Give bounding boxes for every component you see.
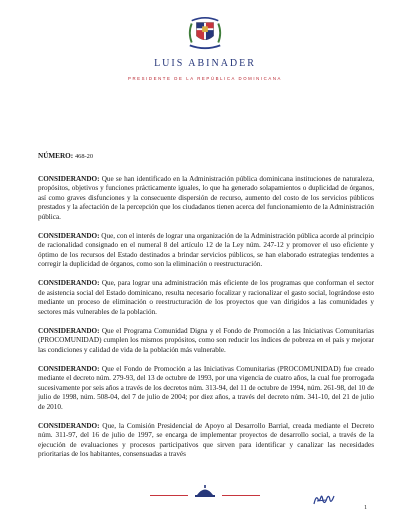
considerando-keyword: CONSIDERANDO: bbox=[38, 364, 100, 373]
decree-number bbox=[38, 152, 374, 162]
footer-divider-right bbox=[222, 495, 260, 496]
president-title: PRESIDENTE DE LA REPÚBLICA DOMINICANA bbox=[128, 76, 282, 81]
president-name: LUIS ABINADER bbox=[154, 58, 256, 69]
paragraph-text: Que se han identificado en la Administración pública dominicana instituciones de naturaleza, propósitos, objetivos y funciones prácticamente iguales, lo que ha generado solapamientos o duplicidad de órganos, así como graves disfunciones y la consecuente dispersión de recurso, aumento del costo de los servicios públicos prestados y la afectación de la percepción que los ciudadanos tienen acerca del funcionamiento de la Administración pública. bbox=[38, 174, 374, 221]
considerando-keyword: CONSIDERANDO: bbox=[38, 421, 100, 430]
considerando-keyword: CONSIDERANDO: bbox=[38, 326, 100, 335]
decree-number-value: 468-20 bbox=[74, 153, 94, 160]
considerando-keyword: CONSIDERANDO: bbox=[38, 174, 100, 183]
considerando-paragraph bbox=[38, 279, 374, 317]
palace-dome-icon bbox=[193, 484, 217, 498]
coat-of-arms-icon bbox=[186, 14, 224, 52]
considerando-paragraph bbox=[38, 232, 374, 270]
signature-initials-icon bbox=[312, 493, 336, 507]
footer-divider-left bbox=[150, 495, 188, 496]
considerando-paragraph bbox=[38, 365, 374, 413]
considerando-paragraph bbox=[38, 175, 374, 223]
paragraph-text: Que, la Comisión Presidencial de Apoyo al Desarrollo Barrial, creada mediante el Decreto núm. 311-97, del 16 de julio de 1997, se encarga de implementar proyectos de desarrollo social, a través de la ejecución de evaluaciones y procesos participativos que sirven para identificar y canalizar las necesidades prioritarias de los habitantes, consensuadas a través bbox=[38, 421, 374, 458]
paragraph-text: Que el Fondo de Promoción a las Iniciativas Comunitarias (PROCOMUNIDAD) fue creado mediante el decreto núm. 279-93, del 13 de octubre de 1993, por una vigencia de cuatro años, la cual fue prorrogada sucesivamente por seis años a través de los decretos núm. 313-94, del 11 de octubre de 1994, núm. 261-98, del 10 de julio de 1998, núm. 508-04, del 7 de julio de 2004; por diez años, a través del decreto núm. 341-10, del 21 de julio de 2010. bbox=[38, 364, 374, 411]
page-number: 1 bbox=[364, 504, 368, 511]
considerando-paragraph bbox=[38, 327, 374, 356]
paragraph-text: Que, para lograr una administración más eficiente de los programas que conforman el sector de asistencia social del Estado dominicano, resulta necesario focalizar y racionalizar el gasto social, lográndose esto mediante un proceso de eliminación o reestructuración de los proyectos que van dirigidos a las comunidades y sectores más vulnerables de la población. bbox=[38, 279, 374, 316]
document-body bbox=[38, 152, 374, 469]
considerando-keyword: CONSIDERANDO: bbox=[38, 279, 100, 287]
decree-number-label: NÚMERO: bbox=[38, 152, 74, 160]
paragraph-text: Que, con el interés de lograr una organización de la Administración pública acorde al principio de racionalidad consignado en el numeral 8 del artículo 12 de la Ley núm. 247-12 y promover el uso eficiente y óptimo de los recursos del Estado destinados a brindar servicios públicos, se han elaborado estrategias tendentes a corregir la duplicidad de órganos, como son la eliminación o reestructuración. bbox=[38, 231, 374, 268]
paragraph-text: Que el Programa Comunidad Digna y el Fondo de Promoción a las Iniciativas Comunitarias (PROCOMUNIDAD) cumplen los mismos propósitos, como son reducir los índices de pobreza en el país y mejorar las condiciones y calidad de vida de la población más vulnerable. bbox=[38, 326, 374, 354]
considerando-keyword: CONSIDERANDO: bbox=[38, 231, 100, 240]
considerando-paragraph bbox=[38, 422, 374, 460]
